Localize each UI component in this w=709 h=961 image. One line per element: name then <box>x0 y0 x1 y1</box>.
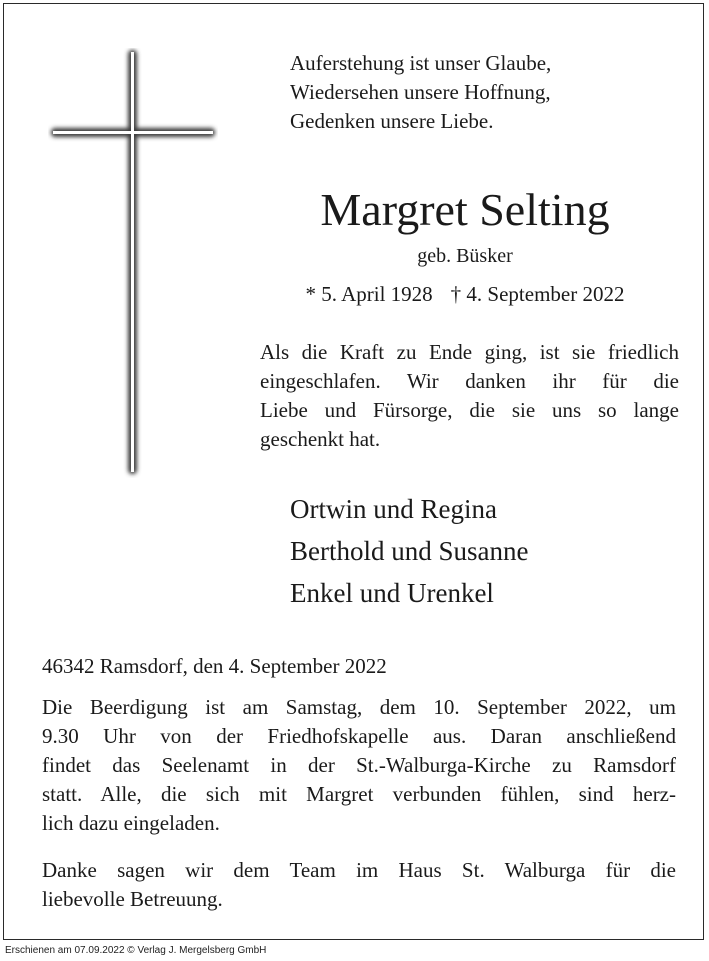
funeral-line: statt. Alle, die sich mit Margret verbunden fühlen, sind herz- <box>42 782 676 806</box>
motto <box>290 49 551 136</box>
funeral-line: findet das Seelenamt in der St.-Walburga-Kirche zu Ramsdorf <box>42 753 676 777</box>
family-list <box>290 488 528 614</box>
motto-line: Wiedersehen unsere Hoffnung, <box>290 80 551 104</box>
obituary-notice <box>3 3 704 940</box>
life-dates <box>254 280 676 308</box>
motto-line: Gedenken unsere Liebe. <box>290 109 494 133</box>
thanks-line: Danke sagen wir dem Team im Haus St. Walburga für die <box>42 858 676 882</box>
family-member: Ortwin und Regina <box>290 494 497 524</box>
cross-icon <box>48 48 218 478</box>
motto-line: Auferstehung ist unser Glaube, <box>290 51 552 75</box>
publication-footer: Erschienen am 07.09.2022 © Verlag J. Mergelsberg GmbH <box>5 945 267 956</box>
quote <box>260 338 679 454</box>
place-date-line: 46342 Ramsdorf, den 4. September 2022 <box>42 654 387 678</box>
maiden-name: geb. Büsker <box>417 245 513 267</box>
quote-line: Liebe und Fürsorge, die sie uns so lange <box>260 398 679 422</box>
thanks-line: liebevolle Betreuung. <box>42 887 223 911</box>
quote-line: eingeschlafen. Wir danken ihr für die <box>260 369 679 393</box>
deceased-name: Margret Selting <box>320 184 610 235</box>
thanks <box>42 856 676 914</box>
funeral-line: 9.30 Uhr von der Friedhofskapelle aus. Daran anschließend <box>42 724 676 748</box>
death-date: † 4. September 2022 <box>450 282 625 306</box>
quote-line: geschenkt hat. <box>260 427 381 451</box>
family-member: Berthold und Susanne <box>290 536 529 566</box>
funeral-line: Die Beerdigung ist am Samstag, dem 10. September 2022, um <box>42 695 676 719</box>
funeral-line: lich dazu eingeladen. <box>42 811 220 835</box>
place-date <box>42 652 676 681</box>
funeral-info <box>42 693 676 838</box>
birth-date: * 5. April 1928 <box>305 282 433 306</box>
quote-line: Als die Kraft zu Ende ging, ist sie friedlich <box>260 340 679 364</box>
family-member: Enkel und Urenkel <box>290 578 494 608</box>
